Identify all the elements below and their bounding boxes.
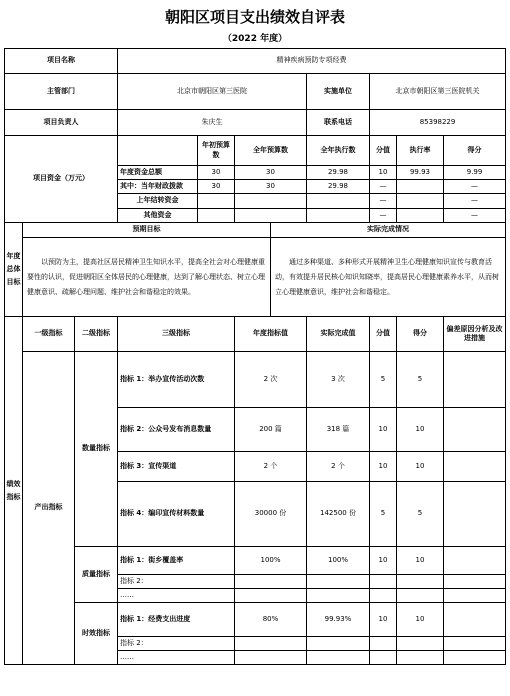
indicator-got (397, 575, 444, 589)
level3-header: 三级指标 (118, 317, 235, 352)
indicator-deviation (444, 575, 506, 589)
indicator-target (235, 575, 307, 589)
indicator-got: 5 (397, 352, 444, 408)
row-leader (5, 110, 506, 136)
phone-label: 联系电话 (307, 110, 370, 136)
funds-row-label: 上年结转资金 (118, 194, 198, 209)
indicator-target: 2 次 (235, 352, 307, 408)
indicator-deviation (444, 651, 506, 665)
indicator-target (235, 651, 307, 665)
funds-cell (307, 194, 370, 209)
indicator-score: 10 (370, 408, 397, 452)
indicator-score (370, 575, 397, 589)
indicator-actual (307, 575, 370, 589)
indicator-actual (307, 589, 370, 603)
funds-header: 得分 (444, 136, 506, 166)
funds-row-label: 其中：当年财政拨款 (118, 180, 198, 194)
row-project-name (5, 49, 506, 74)
implementer-value: 北京市朝阳区第三医院机关 (370, 74, 506, 110)
indicator-row (5, 547, 506, 575)
deviation-header: 偏差原因分析及改进措施 (444, 317, 506, 352)
expected-text: 以预防为主，提高社区居民精神卫生知识水平，提高全社会对心理健康重要性的认识，促进朝阳区全体居民的心理健康，达到了解心理状态、树立心理健康意识、疏解心理问题、维护社会和谐稳定的效果。 (23, 238, 271, 317)
actual-value-header: 实际完成值 (307, 317, 370, 352)
funds-cell (307, 209, 370, 223)
indicator-name: 指标 2：公众号发布消息数量 (118, 408, 235, 452)
funds-cell: — (370, 180, 397, 194)
funds-cell: 30 (235, 180, 307, 194)
level1-header: 一级指标 (23, 317, 75, 352)
quantity-label: 数量指标 (75, 352, 118, 547)
funds-cell: 10 (370, 166, 397, 180)
indicator-score: 5 (370, 482, 397, 547)
indicator-deviation (444, 452, 506, 482)
implementer-label: 实施单位 (307, 74, 370, 110)
indicator-got (397, 651, 444, 665)
funds-cell: — (444, 180, 506, 194)
actual-text: 通过多种渠道、多种形式开展精神卫生心理健康知识宣传与教育活动，有效提升居民核心知识知晓率，提高居民心理健康素养水平，从而树立心理健康意识，维护社会和谐稳定。 (271, 238, 506, 317)
funds-header: 分值 (370, 136, 397, 166)
indicator-score (370, 589, 397, 603)
year-target-value-header: 年度指标值 (235, 317, 307, 352)
funds-header: 执行率 (397, 136, 444, 166)
project-name-value: 精神疾病预防专项经费 (118, 49, 506, 74)
department-value: 北京市朝阳区第三医院 (118, 74, 307, 110)
indicator-target: 80% (235, 603, 307, 637)
funds-cell: 29.98 (307, 180, 370, 194)
indicator-name: 指标 1：经费支出进度 (118, 603, 235, 637)
funds-cell: — (370, 194, 397, 209)
indicator-score: 10 (370, 603, 397, 637)
funds-cell (397, 209, 444, 223)
indicator-target: 100% (235, 547, 307, 575)
row-department (5, 74, 506, 110)
indicator-score: 10 (370, 547, 397, 575)
indicator-row (5, 603, 506, 637)
indicator-actual (307, 637, 370, 651)
funds-header: 全年执行数 (307, 136, 370, 166)
indicator-got: 10 (397, 408, 444, 452)
goals-text-row (5, 238, 506, 317)
funds-cell: 30 (198, 166, 235, 180)
funds-header: 全年预算数 (235, 136, 307, 166)
funds-cell: — (370, 209, 397, 223)
indicator-score (370, 651, 397, 665)
timeliness-label: 时效指标 (75, 603, 118, 665)
funds-cell: 30 (235, 166, 307, 180)
goals-header-row (5, 223, 506, 238)
indicators-header-row (5, 317, 506, 352)
indicator-got: 5 (397, 482, 444, 547)
indicator-target: 30000 份 (235, 482, 307, 547)
indicator-actual: 99.93% (307, 603, 370, 637)
funds-cell: 30 (198, 180, 235, 194)
indicator-deviation (444, 482, 506, 547)
department-label: 主管部门 (5, 74, 118, 110)
indicator-score: 5 (370, 352, 397, 408)
actual-label: 实际完成情况 (271, 223, 506, 238)
quality-label: 质量指标 (75, 547, 118, 603)
funds-header: 年初预算数 (198, 136, 235, 166)
funds-cell: — (444, 194, 506, 209)
indicator-target (235, 589, 307, 603)
score-header: 分值 (370, 317, 397, 352)
perf-label: 绩效指标 (5, 317, 23, 665)
indicator-name: 指标 2： (118, 637, 235, 651)
indicator-score (370, 637, 397, 651)
indicator-actual: 3 次 (307, 352, 370, 408)
indicator-actual: 2 个 (307, 452, 370, 482)
indicator-name: 指标 2： (118, 575, 235, 589)
indicator-target: 200 篇 (235, 408, 307, 452)
indicator-name: 指标 3：宣传渠道 (118, 452, 235, 482)
funds-cell (198, 209, 235, 223)
leader-label: 项目负责人 (5, 110, 118, 136)
funds-cell: 99.93 (397, 166, 444, 180)
funds-cell (235, 209, 307, 223)
page-title: 朝阳区项目支出绩效自评表 (164, 8, 345, 26)
funds-header-row (5, 136, 506, 166)
indicator-deviation (444, 589, 506, 603)
funds-cell (397, 180, 444, 194)
funds-cell (397, 194, 444, 209)
indicator-name: 指标 1：举办宣传活动次数 (118, 352, 235, 408)
indicator-actual: 142500 份 (307, 482, 370, 547)
indicator-name: …… (118, 589, 235, 603)
leader-value: 朱庆生 (118, 110, 307, 136)
indicator-deviation (444, 637, 506, 651)
indicator-actual: 318 篇 (307, 408, 370, 452)
indicator-got: 10 (397, 452, 444, 482)
year-target-label: 年度总体目标 (5, 223, 23, 317)
funds-cell (198, 194, 235, 209)
funds-cell: 9.99 (444, 166, 506, 180)
indicator-score: 10 (370, 452, 397, 482)
indicator-name: …… (118, 651, 235, 665)
indicator-got: 10 (397, 603, 444, 637)
got-header: 得分 (397, 317, 444, 352)
indicator-actual (307, 651, 370, 665)
indicator-name: 指标 1：街乡覆盖率 (118, 547, 235, 575)
indicator-deviation (444, 352, 506, 408)
evaluation-table (4, 48, 506, 665)
funds-cell (235, 194, 307, 209)
funds-cell: — (444, 209, 506, 223)
level2-header: 二级指标 (75, 317, 118, 352)
page-subtitle: （2022 年度） (222, 34, 288, 44)
indicator-name: 指标 4：编印宣传材料数量 (118, 482, 235, 547)
indicator-target: 2 个 (235, 452, 307, 482)
phone-value: 85398229 (370, 110, 506, 136)
funds-row-label: 其他资金 (118, 209, 198, 223)
indicator-got (397, 637, 444, 651)
indicator-deviation (444, 547, 506, 575)
expected-label: 预期目标 (23, 223, 271, 238)
funds-row-label: 年度资金总额 (118, 166, 198, 180)
indicator-deviation (444, 408, 506, 452)
indicator-target (235, 637, 307, 651)
project-name-label: 项目名称 (5, 49, 118, 74)
funds-label: 项目资金（万元） (5, 136, 118, 223)
indicator-actual: 100% (307, 547, 370, 575)
indicator-deviation (444, 603, 506, 637)
indicator-got (397, 589, 444, 603)
output-label: 产出指标 (23, 352, 75, 665)
funds-cell: 29.98 (307, 166, 370, 180)
indicator-got: 10 (397, 547, 444, 575)
indicator-row (5, 352, 506, 408)
